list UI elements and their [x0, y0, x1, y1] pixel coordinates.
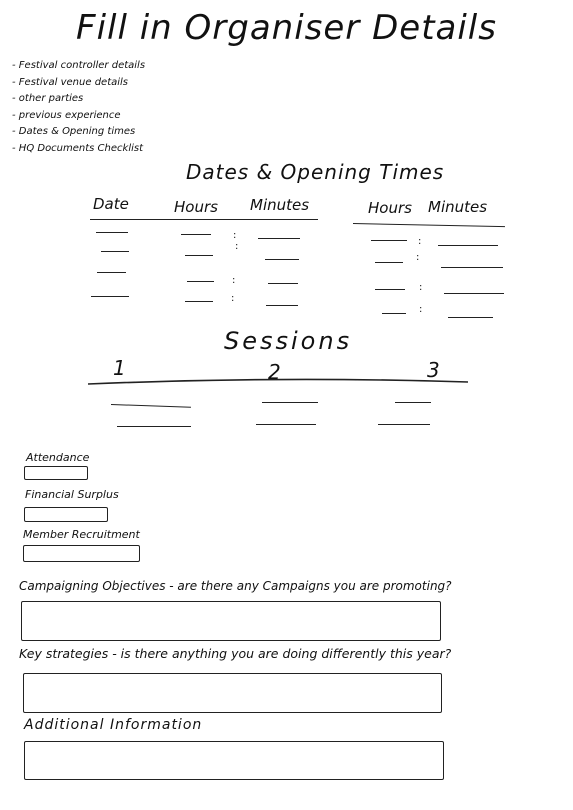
session-number-2: 2 — [268, 360, 281, 384]
minutes-open-entry-1[interactable] — [258, 238, 300, 239]
minutes-open-entry-2[interactable] — [265, 259, 299, 260]
session-number-3: 3 — [427, 358, 440, 382]
minutes-open-entry-3[interactable] — [268, 283, 298, 284]
col-header-minutes-close: Minutes — [428, 198, 488, 216]
minutes-open-entry-4[interactable] — [266, 305, 298, 306]
page-title: Fill in Organiser Details — [76, 8, 497, 48]
col-header-date: Date — [93, 195, 129, 213]
hours-close-entry-4[interactable] — [382, 313, 406, 314]
strategies-textarea[interactable] — [23, 673, 442, 713]
date-entry-4[interactable] — [91, 296, 129, 297]
financial-surplus-label: Financial Surplus — [25, 488, 119, 501]
minutes-close-entry-1[interactable] — [438, 245, 498, 246]
checklist-item-venue[interactable]: - Festival venue details — [12, 75, 145, 92]
col-header-minutes-open: Minutes — [250, 196, 310, 214]
financial-surplus-field[interactable] — [24, 507, 108, 522]
time-separator: : — [416, 252, 420, 263]
member-recruitment-label: Member Recruitment — [23, 528, 140, 541]
time-separator: : — [231, 293, 235, 304]
header-underline-right — [353, 223, 505, 227]
minutes-close-entry-2[interactable] — [441, 267, 503, 268]
hours-open-entry-2[interactable] — [185, 255, 213, 256]
sessions-section-title: Sessions — [224, 327, 353, 355]
time-separator: : — [232, 275, 236, 286]
strategies-question: Key strategies - is there anything you are doing differently this year? — [19, 646, 452, 661]
time-separator: : — [418, 236, 422, 247]
checklist-item-hq-documents[interactable]: - HQ Documents Checklist — [12, 141, 145, 158]
time-separator: : — [419, 282, 423, 293]
hours-close-entry-1[interactable] — [371, 240, 407, 241]
hours-open-entry-1[interactable] — [181, 234, 211, 235]
session-1-entry-2[interactable] — [117, 426, 191, 427]
session-3-entry-1[interactable] — [395, 402, 431, 403]
hours-open-entry-4[interactable] — [185, 301, 213, 302]
campaigning-question: Campaigning Objectives - are there any Campaigns you are promoting? — [19, 579, 452, 593]
time-separator: : — [419, 304, 423, 315]
minutes-close-entry-3[interactable] — [444, 293, 504, 294]
time-separator: : — [233, 230, 237, 241]
date-entry-2[interactable] — [101, 251, 129, 252]
session-2-entry-2[interactable] — [256, 424, 316, 425]
additional-info-textarea[interactable] — [24, 741, 444, 780]
hours-close-entry-3[interactable] — [375, 289, 405, 290]
header-underline-left — [90, 219, 318, 220]
hours-close-entry-2[interactable] — [375, 262, 403, 263]
session-2-entry-1[interactable] — [262, 402, 318, 403]
attendance-label: Attendance — [26, 451, 90, 464]
member-recruitment-field[interactable] — [23, 545, 140, 562]
checklist-item-controller[interactable]: - Festival controller details — [12, 58, 145, 75]
campaigning-textarea[interactable] — [21, 601, 441, 641]
session-3-entry-2[interactable] — [378, 424, 430, 425]
checklist-item-other-parties[interactable]: - other parties — [12, 91, 145, 108]
checklist — [12, 58, 145, 157]
dates-section-title: Dates & Opening Times — [186, 160, 445, 184]
date-entry-3[interactable] — [97, 272, 126, 273]
checklist-item-experience[interactable]: - previous experience — [12, 108, 145, 125]
minutes-close-entry-4[interactable] — [448, 317, 493, 318]
sessions-divider — [80, 372, 480, 392]
time-separator: : — [235, 241, 239, 252]
session-number-1: 1 — [113, 356, 126, 380]
col-header-hours-open: Hours — [174, 198, 218, 216]
session-1-entry-1[interactable] — [111, 404, 191, 408]
date-entry-1[interactable] — [96, 232, 128, 233]
attendance-field[interactable] — [24, 466, 88, 480]
hours-open-entry-3[interactable] — [187, 281, 214, 282]
additional-info-label: Additional Information — [24, 717, 203, 733]
checklist-item-dates[interactable]: - Dates & Opening times — [12, 124, 145, 141]
col-header-hours-close: Hours — [368, 199, 412, 217]
